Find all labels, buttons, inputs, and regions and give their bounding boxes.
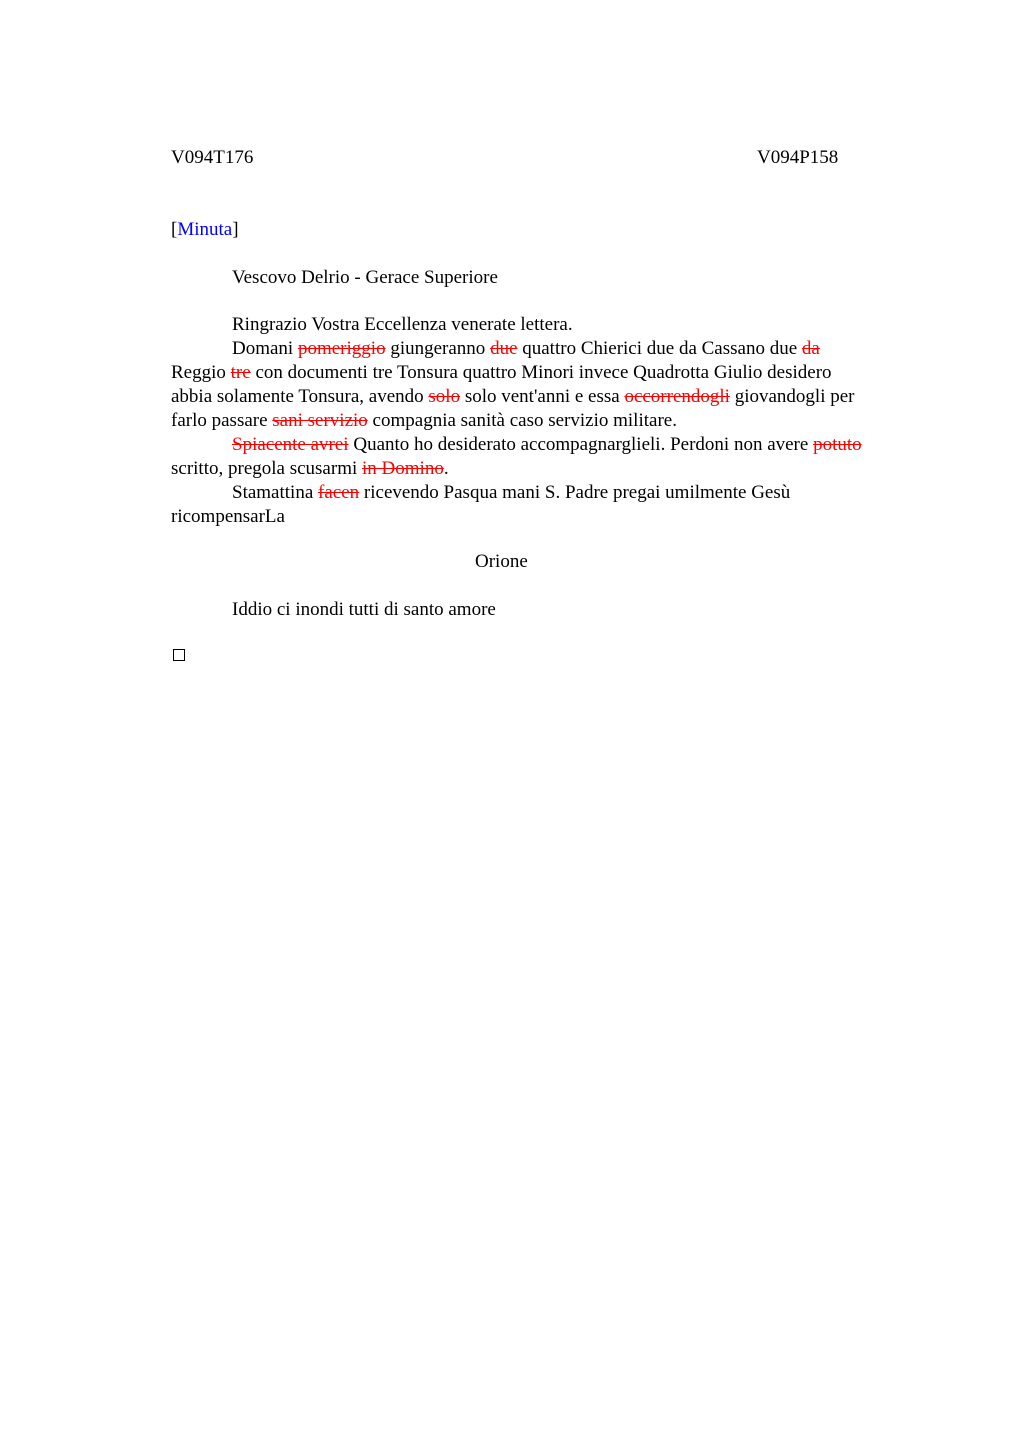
signature: Orione — [475, 551, 528, 572]
minuta-link[interactable]: Minuta — [177, 219, 233, 240]
deleted-text: pomeriggio — [297, 338, 386, 359]
paragraph-2-line-1 — [171, 337, 931, 361]
text-run: scritto, pregola scusarmi — [171, 458, 363, 479]
paragraph-1: Ringrazio Vostra Eccellenza venerate lettera. — [232, 314, 573, 335]
deleted-text: due — [490, 338, 518, 359]
recipient-line: Vescovo Delrio - Gerace Superiore — [232, 267, 498, 288]
text-run: Domani — [232, 338, 298, 359]
deleted-text: occorrendogli — [624, 386, 730, 407]
minuta-label — [171, 218, 239, 242]
text-run: Stamattina — [232, 482, 319, 503]
text-run: quattro Chierici due da Cassano due — [517, 338, 802, 359]
text-run: ricevendo Pasqua mani S. Padre pregai umilmente Gesù — [359, 482, 791, 503]
checkbox-icon — [173, 649, 185, 661]
text-run: abbia solamente Tonsura, avendo — [171, 386, 429, 407]
paragraph-4-line-1 — [171, 481, 931, 505]
paragraph-4-line-2 — [171, 505, 931, 529]
document-code-left: V094T176 — [171, 147, 254, 168]
deleted-text: sani servizio — [272, 410, 368, 431]
text-run: . — [443, 458, 449, 479]
text-run: Reggio — [171, 362, 231, 383]
text-run: con documenti tre Tonsura quattro Minori invece Quadrotta Giulio desidero — [250, 362, 832, 383]
text-run: giungeranno — [385, 338, 491, 359]
closing-line: Iddio ci inondi tutti di santo amore — [232, 599, 496, 620]
deleted-text: potuto — [813, 434, 862, 455]
letter-body — [171, 313, 931, 529]
deleted-text: in Domino — [362, 458, 444, 479]
text-run: solo vent'anni e essa — [460, 386, 625, 407]
open-bracket: [ — [171, 219, 178, 240]
text-run: giovandogli per — [729, 386, 855, 407]
paragraph-3-line-2 — [171, 457, 931, 481]
text-run: Quanto ho desiderato accompagnarglieli. Perdoni non avere — [348, 434, 814, 455]
deleted-text: tre — [230, 362, 251, 383]
deleted-text: Spiacente avrei — [232, 434, 349, 455]
document-code-right: V094P158 — [757, 147, 839, 168]
text-run: ricompensarLa — [171, 506, 285, 527]
text-run: farlo passare — [171, 410, 273, 431]
deleted-text: solo — [428, 386, 461, 407]
text-run: compagnia sanità caso servizio militare. — [367, 410, 677, 431]
close-bracket: ] — [232, 219, 239, 240]
paragraph-3-line-1 — [171, 433, 931, 457]
deleted-text: facen — [318, 482, 360, 503]
paragraph-2-line-2 — [171, 361, 931, 385]
deleted-text: da — [801, 338, 820, 359]
paragraph-2-line-3 — [171, 385, 931, 409]
paragraph-2-line-4 — [171, 409, 931, 433]
